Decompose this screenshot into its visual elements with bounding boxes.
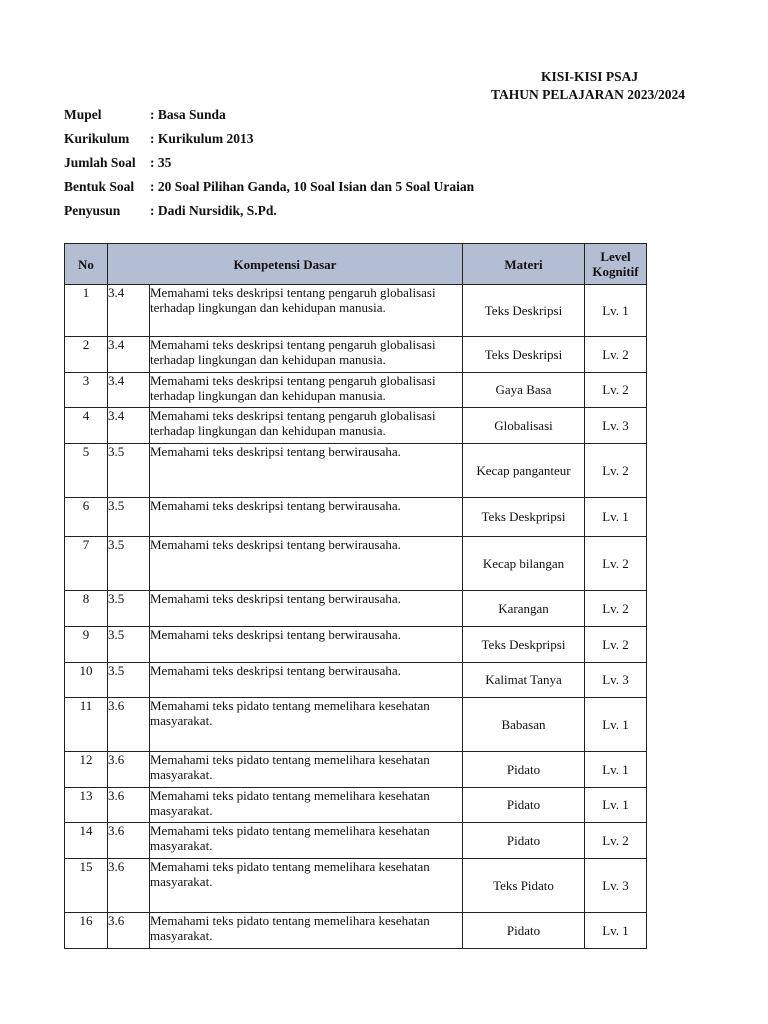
row-materi: Teks Pidato: [463, 859, 585, 913]
document-title: [0, 68, 686, 104]
meta-value: : Basa Sunda: [150, 107, 226, 122]
meta-row-mupel: [64, 105, 474, 129]
document-meta: [64, 105, 474, 225]
row-level-kognitif: Lv. 2: [585, 337, 647, 373]
row-kompetensi-text: Memahami teks pidato tentang memelihara kesehatan masyarakat.: [150, 859, 463, 913]
table-row: [65, 408, 647, 444]
row-number: 6: [65, 498, 108, 537]
row-kompetensi-text: Memahami teks pidato tentang memelihara kesehatan masyarakat.: [150, 788, 463, 823]
row-level-kognitif: Lv. 2: [585, 591, 647, 627]
row-materi: Globalisasi: [463, 408, 585, 444]
table-body: [65, 285, 647, 949]
row-kd-code: 3.4: [108, 408, 150, 444]
meta-label: Jumlah Soal: [64, 155, 136, 170]
row-level-kognitif: Lv. 3: [585, 663, 647, 698]
row-kompetensi-text: Memahami teks pidato tentang memelihara kesehatan masyarakat.: [150, 913, 463, 949]
row-number: 2: [65, 337, 108, 373]
row-kompetensi-text: Memahami teks deskripsi tentang berwirausaha.: [150, 537, 463, 591]
row-materi: Kecap panganteur: [463, 444, 585, 498]
row-number: 14: [65, 823, 108, 859]
row-materi: Pidato: [463, 823, 585, 859]
meta-value: : Dadi Nursidik, S.Pd.: [150, 203, 277, 218]
row-level-kognitif: Lv. 3: [585, 408, 647, 444]
row-kd-code: 3.6: [108, 698, 150, 752]
row-kd-code: 3.5: [108, 537, 150, 591]
row-number: 8: [65, 591, 108, 627]
row-level-kognitif: Lv. 1: [585, 698, 647, 752]
row-materi: Kalimat Tanya: [463, 663, 585, 698]
row-materi: Teks Deskpripsi: [463, 627, 585, 663]
row-kompetensi-text: Memahami teks pidato tentang memelihara kesehatan masyarakat.: [150, 698, 463, 752]
row-materi: Teks Deskripsi: [463, 285, 585, 337]
table-row: [65, 752, 647, 788]
table-row: [65, 591, 647, 627]
kisi-kisi-table: [64, 243, 647, 949]
row-materi: Pidato: [463, 913, 585, 949]
row-number: 12: [65, 752, 108, 788]
row-materi: Gaya Basa: [463, 373, 585, 408]
row-materi: Babasan: [463, 698, 585, 752]
row-level-kognitif: Lv. 2: [585, 537, 647, 591]
row-number: 16: [65, 913, 108, 949]
row-kompetensi-text: Memahami teks deskripsi tentang pengaruh globalisasi terhadap lingkungan dan kehidupan manusia.: [150, 373, 463, 408]
row-kompetensi-text: Memahami teks deskripsi tentang berwirausaha.: [150, 591, 463, 627]
row-level-kognitif: Lv. 1: [585, 285, 647, 337]
table-row: [65, 913, 647, 949]
row-number: 13: [65, 788, 108, 823]
row-kompetensi-text: Memahami teks deskripsi tentang berwirausaha.: [150, 627, 463, 663]
title-line-1: KISI-KISI PSAJ: [541, 69, 639, 84]
row-number: 9: [65, 627, 108, 663]
row-kd-code: 3.6: [108, 859, 150, 913]
row-kompetensi-text: Memahami teks pidato tentang memelihara kesehatan masyarakat.: [150, 752, 463, 788]
table-row: [65, 337, 647, 373]
row-kd-code: 3.5: [108, 591, 150, 627]
row-level-kognitif: Lv. 2: [585, 823, 647, 859]
row-kompetensi-text: Memahami teks deskripsi tentang berwirausaha.: [150, 663, 463, 698]
row-number: 4: [65, 408, 108, 444]
table-row: [65, 788, 647, 823]
row-number: 11: [65, 698, 108, 752]
row-number: 1: [65, 285, 108, 337]
table-row: [65, 537, 647, 591]
row-kd-code: 3.4: [108, 373, 150, 408]
row-materi: Pidato: [463, 788, 585, 823]
row-kd-code: 3.6: [108, 788, 150, 823]
row-kompetensi-text: Memahami teks deskripsi tentang berwirausaha.: [150, 444, 463, 498]
meta-row-penyusun: [64, 201, 474, 225]
meta-label: Bentuk Soal: [64, 179, 135, 194]
row-number: 7: [65, 537, 108, 591]
row-materi: Karangan: [463, 591, 585, 627]
table-row: [65, 627, 647, 663]
meta-label: Penyusun: [64, 203, 121, 218]
row-kd-code: 3.5: [108, 663, 150, 698]
row-kompetensi-text: Memahami teks deskripsi tentang pengaruh globalisasi terhadap lingkungan dan kehidupan manusia.: [150, 285, 463, 337]
table-header-row: [65, 244, 647, 285]
row-kd-code: 3.5: [108, 444, 150, 498]
table-row: [65, 498, 647, 537]
table-row: [65, 444, 647, 498]
meta-value: : Kurikulum 2013: [150, 131, 254, 146]
row-kompetensi-text: Memahami teks pidato tentang memelihara kesehatan masyarakat.: [150, 823, 463, 859]
table-row: [65, 663, 647, 698]
meta-value: : 20 Soal Pilihan Ganda, 10 Soal Isian dan 5 Soal Uraian: [150, 179, 475, 194]
row-level-kognitif: Lv. 1: [585, 498, 647, 537]
row-kd-code: 3.5: [108, 627, 150, 663]
meta-value: : 35: [150, 155, 172, 170]
table-row: [65, 285, 647, 337]
table-row: [65, 373, 647, 408]
row-kd-code: 3.5: [108, 498, 150, 537]
table-row: [65, 698, 647, 752]
meta-row-bentuk-soal: [64, 177, 474, 201]
header-level-kognitif: Level Kognitif: [585, 244, 647, 285]
title-line-2: TAHUN PELAJARAN 2023/2024: [491, 87, 686, 102]
table-row: [65, 823, 647, 859]
row-kompetensi-text: Memahami teks deskripsi tentang pengaruh globalisasi terhadap lingkungan dan kehidupan manusia.: [150, 408, 463, 444]
header-no: No: [65, 244, 108, 285]
row-number: 10: [65, 663, 108, 698]
row-level-kognitif: Lv. 2: [585, 627, 647, 663]
row-level-kognitif: Lv. 3: [585, 859, 647, 913]
row-level-kognitif: Lv. 1: [585, 913, 647, 949]
header-materi: Materi: [463, 244, 585, 285]
row-materi: Teks Deskripsi: [463, 337, 585, 373]
meta-row-kurikulum: [64, 129, 474, 153]
meta-row-jumlah-soal: [64, 153, 474, 177]
row-materi: Pidato: [463, 752, 585, 788]
row-kd-code: 3.6: [108, 752, 150, 788]
header-kompetensi-dasar: Kompetensi Dasar: [108, 244, 463, 285]
row-number: 5: [65, 444, 108, 498]
row-level-kognitif: Lv. 1: [585, 752, 647, 788]
row-kompetensi-text: Memahami teks deskripsi tentang pengaruh globalisasi terhadap lingkungan dan kehidupan manusia.: [150, 337, 463, 373]
meta-label: Mupel: [64, 107, 102, 122]
row-materi: Kecap bilangan: [463, 537, 585, 591]
row-level-kognitif: Lv. 1: [585, 788, 647, 823]
row-number: 15: [65, 859, 108, 913]
row-number: 3: [65, 373, 108, 408]
row-kd-code: 3.6: [108, 913, 150, 949]
row-level-kognitif: Lv. 2: [585, 444, 647, 498]
row-kompetensi-text: Memahami teks deskripsi tentang berwirausaha.: [150, 498, 463, 537]
row-kd-code: 3.4: [108, 285, 150, 337]
row-kd-code: 3.6: [108, 823, 150, 859]
meta-label: Kurikulum: [64, 131, 130, 146]
row-level-kognitif: Lv. 2: [585, 373, 647, 408]
table-row: [65, 859, 647, 913]
row-materi: Teks Deskpripsi: [463, 498, 585, 537]
row-kd-code: 3.4: [108, 337, 150, 373]
